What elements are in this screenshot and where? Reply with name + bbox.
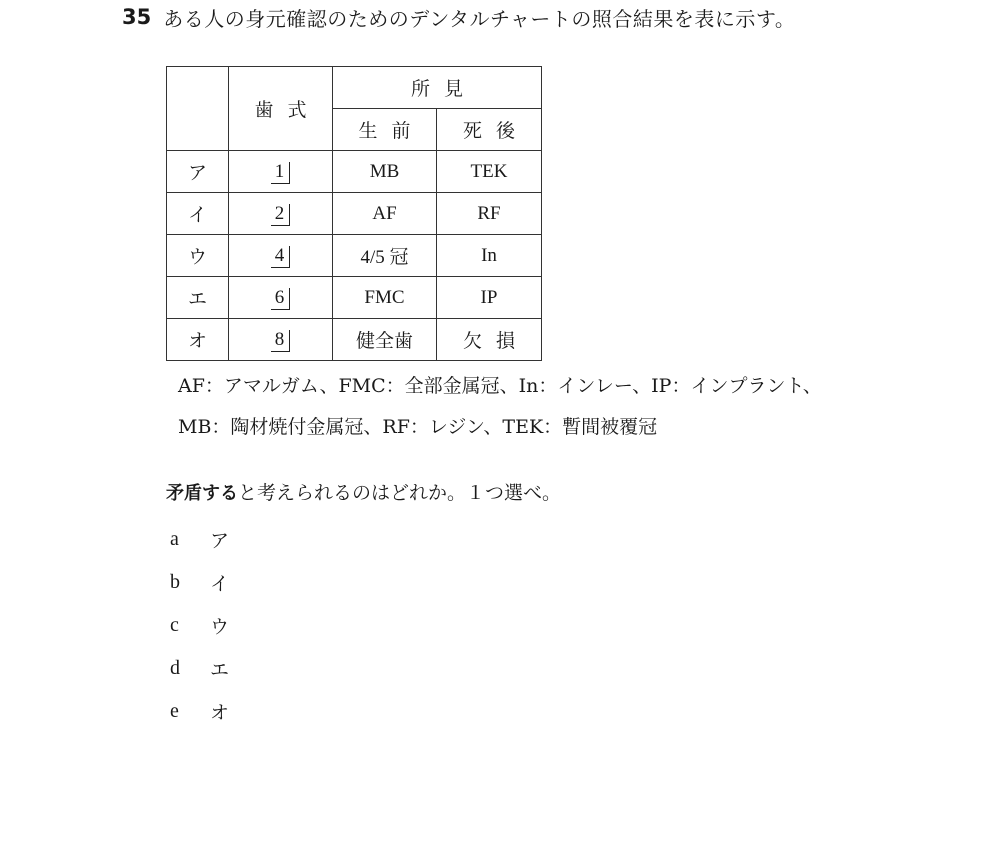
postmortem-cell: In xyxy=(437,235,542,277)
header-antemortem: 生前 xyxy=(333,109,437,151)
postmortem-cell: TEK xyxy=(437,151,542,193)
choice-text: ウ xyxy=(210,616,230,638)
prompt-rest: と考えられるのはどれか。１つ選べ。 xyxy=(238,482,562,504)
table-row xyxy=(167,193,542,235)
answer-choices xyxy=(170,518,229,733)
question-header xyxy=(122,2,795,32)
header-teeth: 歯式 xyxy=(229,67,333,151)
choice-letter: d xyxy=(170,657,180,679)
table-row xyxy=(167,151,542,193)
row-label: ア xyxy=(167,151,229,193)
choice-letter: a xyxy=(170,528,179,550)
choice-letter: c xyxy=(170,614,179,636)
postmortem-cell: IP xyxy=(437,277,542,319)
row-label: イ xyxy=(167,193,229,235)
question-prompt xyxy=(166,478,561,505)
choice-letter: b xyxy=(170,571,180,593)
tooth-cell xyxy=(229,319,333,361)
antemortem-cell: 4/5 冠 xyxy=(333,235,437,277)
tooth-notation: 6 xyxy=(271,288,291,310)
row-label: ウ xyxy=(167,235,229,277)
header-empty-cell xyxy=(167,67,229,151)
choice-letter: e xyxy=(170,700,179,722)
antemortem-cell: FMC xyxy=(333,277,437,319)
antemortem-cell: MB xyxy=(333,151,437,193)
choice-b[interactable] xyxy=(170,561,229,604)
header-postmortem: 死後 xyxy=(437,109,542,151)
table-row xyxy=(167,277,542,319)
abbreviation-legend-line-1: AF：アマルガム、FMC：全部金属冠、In：インレー、IP：インプラント、 xyxy=(178,375,822,397)
table-row xyxy=(167,319,542,361)
tooth-cell xyxy=(229,277,333,319)
dental-chart-table xyxy=(166,66,542,361)
choice-e[interactable] xyxy=(170,690,229,733)
tooth-notation: 1 xyxy=(271,162,291,184)
choice-text: オ xyxy=(210,702,230,724)
antemortem-cell: AF xyxy=(333,193,437,235)
tooth-cell xyxy=(229,151,333,193)
tooth-cell xyxy=(229,193,333,235)
choice-text: エ xyxy=(210,659,230,681)
antemortem-cell: 健全歯 xyxy=(333,319,437,361)
tooth-cell xyxy=(229,235,333,277)
question-number: 35 xyxy=(122,5,152,29)
tooth-notation: 4 xyxy=(271,246,291,268)
choice-text: ア xyxy=(210,530,230,552)
abbreviation-legend-line-2: MB：陶材焼付金属冠、RF：レジン、TEK：暫間被覆冠 xyxy=(178,416,658,438)
row-label: オ xyxy=(167,319,229,361)
tooth-notation: 8 xyxy=(271,330,291,352)
choice-text: イ xyxy=(210,573,230,595)
question-text: ある人の身元確認のためのデンタルチャートの照合結果を表に示す。 xyxy=(163,6,796,31)
postmortem-cell: RF xyxy=(437,193,542,235)
choice-d[interactable] xyxy=(170,647,229,690)
row-label: エ xyxy=(167,277,229,319)
table-row xyxy=(167,235,542,277)
prompt-emphasis: 矛盾する xyxy=(166,483,238,504)
choice-a[interactable] xyxy=(170,518,229,561)
postmortem-cell: 欠損 xyxy=(437,319,542,361)
tooth-notation: 2 xyxy=(271,204,291,226)
choice-c[interactable] xyxy=(170,604,229,647)
header-findings: 所見 xyxy=(333,67,542,109)
